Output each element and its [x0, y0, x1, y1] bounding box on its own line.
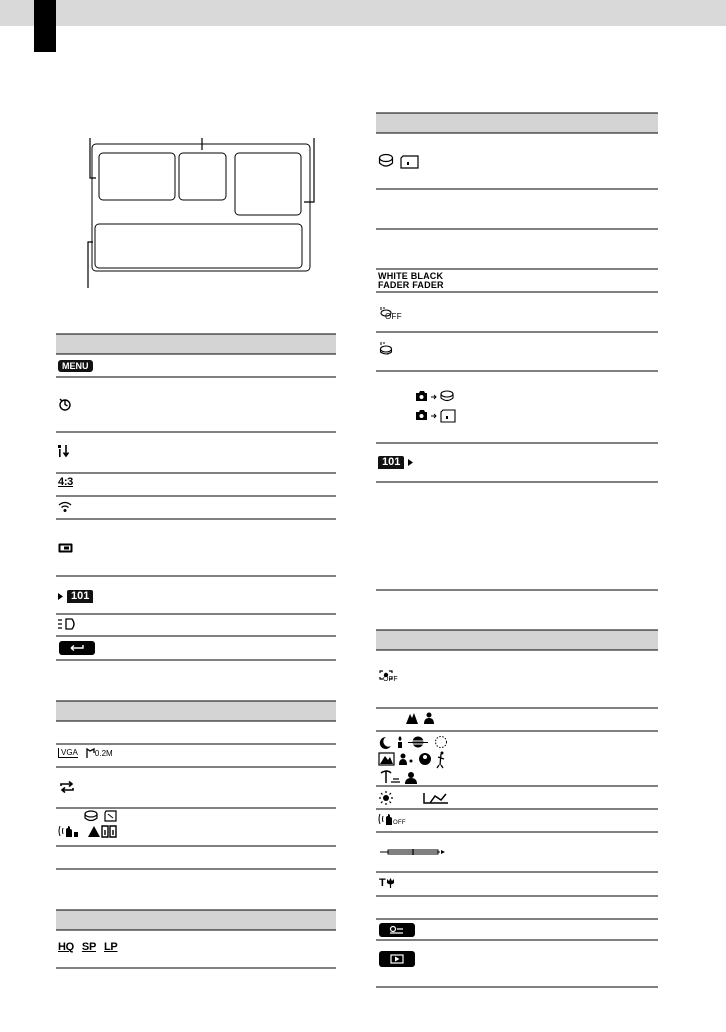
view-images-button-icon	[379, 951, 415, 967]
disc-media-icon	[380, 155, 393, 167]
battery-icon	[58, 543, 74, 553]
fireworks-icon	[436, 737, 447, 748]
tele-label: T	[379, 877, 386, 889]
folder-number-row	[378, 456, 413, 469]
self-timer-icon	[57, 396, 73, 412]
zoom-bar-icon	[378, 847, 446, 857]
steady-off-label: OFF	[393, 820, 406, 826]
photo-destination-icons	[414, 389, 458, 425]
media-disc-icon	[84, 810, 98, 822]
drop-sensor-on-icon	[379, 342, 393, 356]
snow-icon	[408, 772, 414, 778]
folder-101-icon: 101	[378, 456, 404, 469]
left-column-tables	[56, 330, 336, 970]
play-arrow-icon	[58, 593, 63, 600]
camera-to-card-icon	[416, 410, 455, 422]
one-push-icon	[424, 793, 448, 803]
outdoor-icon	[383, 795, 389, 801]
section-tab	[34, 0, 56, 52]
vga-icon: VGA	[58, 748, 78, 758]
right-column-tables	[376, 110, 658, 990]
lp-icon: LP	[103, 941, 118, 953]
white-fader-label: WHITE	[378, 271, 408, 281]
screen-layout-diagram	[80, 138, 320, 288]
black-fader-label: BLACK	[410, 271, 444, 281]
black-fader-sub: FADER	[412, 280, 444, 290]
hdd-off-icon	[379, 304, 402, 322]
repeat-icon	[58, 780, 76, 794]
off-label: OFF	[385, 312, 402, 321]
aspect-ratio-icon: 4:3	[58, 476, 73, 488]
recording-media-icons	[378, 153, 420, 169]
wireless-icon	[58, 501, 72, 513]
tulip-icon	[386, 878, 395, 888]
folder-number-icon: 101	[67, 590, 93, 603]
option-button-icon	[379, 923, 415, 937]
fader-icons	[378, 272, 444, 290]
portrait-icon	[401, 754, 406, 759]
warning-icons	[58, 824, 138, 838]
night-icon	[380, 737, 391, 749]
card-media-icon	[401, 156, 418, 168]
photo-frame-icon	[86, 748, 95, 758]
sp-icon: SP	[81, 941, 96, 953]
memory-card-icon	[104, 810, 118, 822]
mountain-icon	[406, 713, 418, 724]
return-icon	[59, 641, 95, 655]
light-icon	[57, 618, 77, 630]
playback-folder	[58, 590, 93, 603]
hq-icon: HQ	[58, 941, 74, 953]
sports-icon	[437, 754, 444, 768]
recording-mode-icons	[58, 941, 117, 953]
tele-macro-icon	[379, 877, 395, 889]
header-bar	[0, 0, 726, 26]
candle-icon	[398, 736, 402, 748]
next-arrow-icon	[408, 459, 413, 466]
image-size-row	[58, 748, 113, 758]
face-detection-off-icon	[379, 667, 398, 685]
scene-selection-icons	[378, 735, 488, 785]
white-fader-sub: FADER	[378, 280, 410, 290]
steadyshot-off-icon	[378, 812, 406, 831]
tripod-icon	[57, 444, 73, 458]
focus-icons	[405, 711, 435, 725]
camera-to-disc-icon	[416, 391, 453, 401]
face-off-label: OFF	[383, 676, 398, 683]
beach-icon	[381, 771, 391, 783]
white-balance-icons	[379, 790, 449, 806]
menu-icon: MENU	[58, 360, 93, 372]
person-icon	[427, 713, 432, 718]
photo-size-icon: 0.2M	[86, 748, 113, 758]
